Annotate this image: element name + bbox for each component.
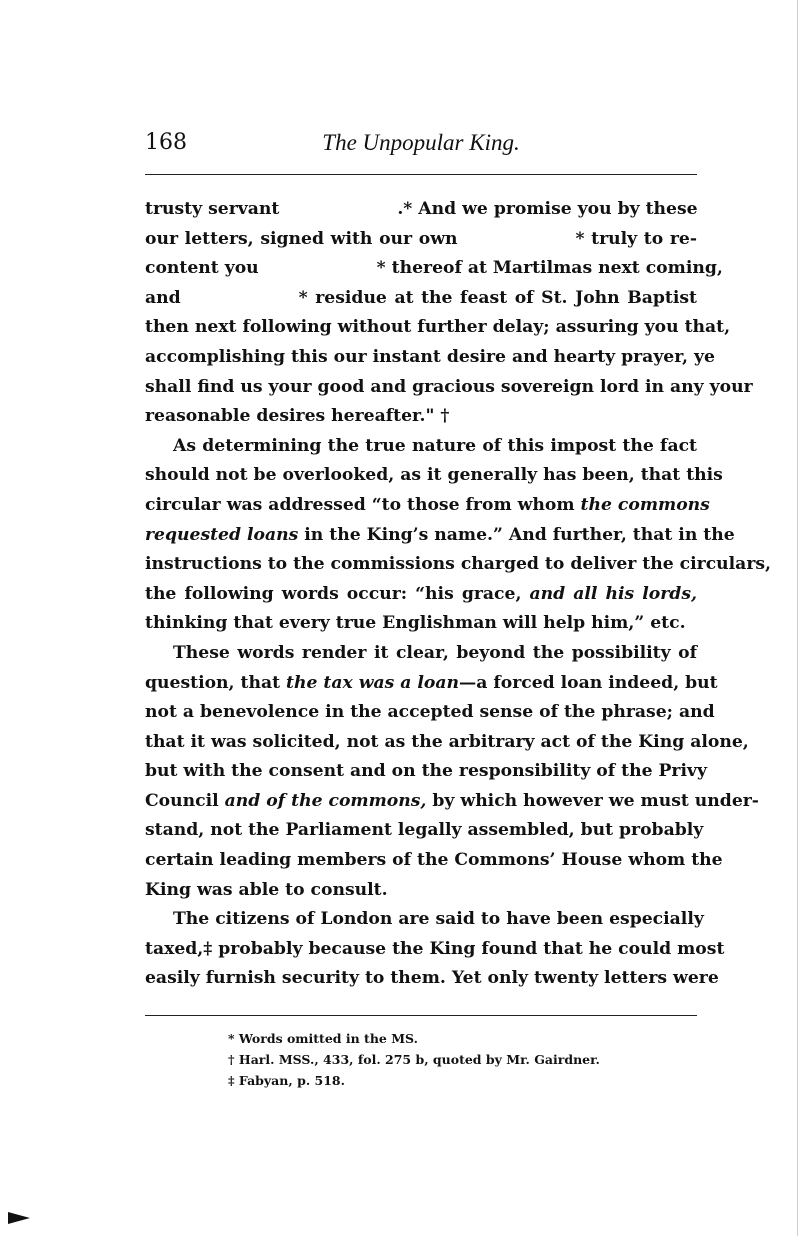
text-line: These words render it clear, beyond the possibility of [173, 642, 697, 663]
text-line: our letters, signed with our own * truly to re- [145, 228, 697, 249]
text-line: instructions to the commissions charged to deliver the circulars, [145, 554, 772, 575]
text-line: circular was addressed “to those from whom the commons [145, 494, 710, 515]
text-line: Council and of the commons, by which however we must under- [145, 790, 759, 811]
footnotes [228, 1028, 600, 1091]
text-line: question, that the tax was a loan—a forced loan indeed, but [145, 672, 718, 693]
body-text [145, 195, 772, 994]
text-line: that it was solicited, not as the arbitrary act of the King alone, [145, 731, 749, 752]
text-line: King was able to consult. [145, 879, 388, 900]
text-line: the following words occur: “his grace, and all his lords, [145, 583, 697, 604]
footnote: † Harl. MSS., 433, fol. 275 b, quoted by Mr. Gairdner. [228, 1052, 600, 1067]
page-edge-line [797, 0, 798, 1236]
page-corner-arrow-icon [8, 1212, 30, 1224]
header-rule [145, 174, 697, 175]
text-line: should not be overlooked, as it generally has been, that this [145, 465, 723, 486]
text-line: taxed,‡ probably because the King found that he could most [145, 938, 725, 959]
footnote: * Words omitted in the MS. [228, 1031, 418, 1046]
text-line: reasonable desires hereafter." † [145, 406, 450, 427]
text-line: not a benevolence in the accepted sense of the phrase; and [145, 702, 715, 723]
text-line: As determining the true nature of this impost the fact [173, 435, 697, 456]
text-line: easily furnish security to them. Yet only twenty letters were [145, 968, 719, 989]
text-line: certain leading members of the Commons’ House whom the [145, 850, 723, 871]
page-number: 168 [145, 130, 187, 155]
text-line: but with the consent and on the responsibility of the Privy [145, 761, 707, 782]
page-header [145, 130, 697, 160]
text-line: accomplishing this our instant desire and hearty prayer, ye [145, 346, 715, 367]
text-line: requested loans in the King’s name.” And further, that in the [145, 524, 735, 545]
text-line: content you * thereof at Martilmas next coming, [145, 258, 723, 279]
text-line: stand, not the Parliament legally assembled, but probably [145, 820, 704, 841]
text-line: shall find us your good and gracious sovereign lord in any your [145, 376, 753, 397]
footnote-rule [145, 1015, 697, 1016]
text-line: and * residue at the feast of St. John Baptist [145, 287, 697, 308]
footnote: ‡ Fabyan, p. 518. [228, 1073, 345, 1088]
text-line: thinking that every true Englishman will help him,” etc. [145, 613, 686, 634]
running-title: The Unpopular King. [322, 130, 520, 155]
text-line: then next following without further delay; assuring you that, [145, 317, 731, 338]
text-line: The citizens of London are said to have been especially [173, 909, 704, 930]
text-line: trusty servant .* And we promise you by these [145, 199, 698, 219]
